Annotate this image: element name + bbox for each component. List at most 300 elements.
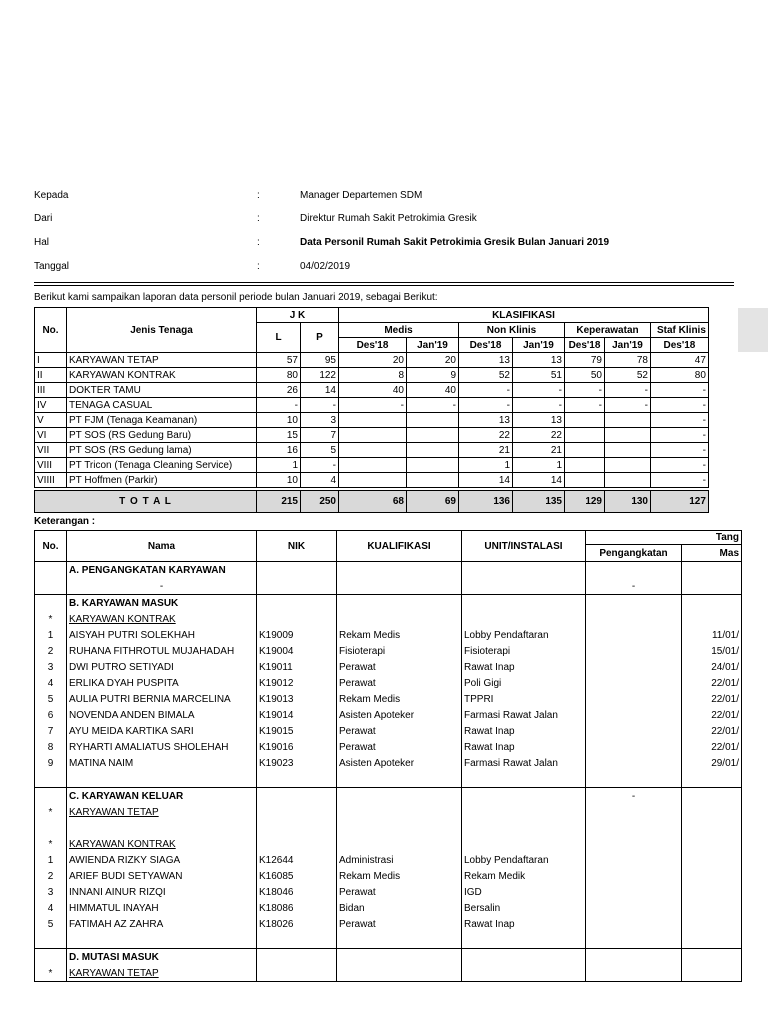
empty-cell <box>682 562 742 579</box>
item-nama: AYU MEIDA KARTIKA SARI <box>67 723 257 739</box>
empty-cell <box>35 578 67 595</box>
row-l: 26 <box>257 383 301 398</box>
empty-cell <box>682 595 742 612</box>
empty-cell <box>35 788 67 805</box>
item-nik: K19013 <box>257 691 337 707</box>
detail-row <box>35 771 742 788</box>
item-kualifikasi: Bidan <box>337 900 462 916</box>
item-nik: K19023 <box>257 755 337 771</box>
empty-cell <box>586 820 682 836</box>
row-l: 16 <box>257 443 301 458</box>
empty-cell <box>682 916 742 932</box>
row-p: 122 <box>301 368 339 383</box>
empty-cell <box>337 771 462 788</box>
header-kualifikasi: KUALIFIKASI <box>337 531 462 562</box>
colon: : <box>257 261 260 272</box>
row-no: VI <box>35 428 67 443</box>
item-no: 8 <box>35 739 67 755</box>
empty-cell <box>257 595 337 612</box>
empty-cell <box>35 949 67 966</box>
row-m-des: 40 <box>339 383 407 398</box>
empty-cell <box>586 852 682 868</box>
item-nik: K16085 <box>257 868 337 884</box>
item-tanggal: 22/01/ <box>682 675 742 691</box>
summary-table <box>34 307 709 513</box>
item-kualifikasi: Perawat <box>337 916 462 932</box>
item-nik: K18086 <box>257 900 337 916</box>
row-s-des: - <box>651 443 709 458</box>
detail-row <box>35 949 742 966</box>
item-nik: K19011 <box>257 659 337 675</box>
row-n-des: 13 <box>459 413 513 428</box>
empty-cell <box>337 562 462 579</box>
header-non-klinis: Non Klinis <box>459 323 565 338</box>
header-pengangkatan: Pengangkatan <box>586 545 682 562</box>
empty-cell <box>586 611 682 627</box>
item-kualifikasi: Rekam Medis <box>337 627 462 643</box>
header-des: Des'18 <box>651 338 709 353</box>
item-kualifikasi: Administrasi <box>337 852 462 868</box>
empty-cell <box>682 932 742 949</box>
empty-cell <box>337 595 462 612</box>
label-hal: Hal <box>34 237 50 248</box>
detail-row <box>35 643 742 659</box>
empty-cell <box>257 804 337 820</box>
detail-table <box>34 530 742 982</box>
empty-cell <box>462 771 586 788</box>
detail-row <box>35 820 742 836</box>
item-no: 4 <box>35 675 67 691</box>
detail-row <box>35 836 742 852</box>
row-p: - <box>301 398 339 413</box>
row-jenis: KARYAWAN KONTRAK <box>67 368 257 383</box>
item-tanggal: 11/01/ <box>682 627 742 643</box>
row-no: VIIII <box>35 473 67 488</box>
item-nik: K19016 <box>257 739 337 755</box>
item-nik: K18046 <box>257 884 337 900</box>
empty-cell <box>462 820 586 836</box>
detail-row <box>35 852 742 868</box>
item-nama: DWI PUTRO SETIYADI <box>67 659 257 675</box>
item-unit: Bersalin <box>462 900 586 916</box>
empty-cell <box>682 804 742 820</box>
section-c-title: C. KARYAWAN KELUAR <box>67 788 257 805</box>
label-tanggal: Tanggal <box>34 261 70 272</box>
item-unit: Rawat Inap <box>462 659 586 675</box>
item-nik: K12644 <box>257 852 337 868</box>
item-nama: ERLIKA DYAH PUSPITA <box>67 675 257 691</box>
summary-row <box>35 443 709 458</box>
section-d-title: D. MUTASI MASUK <box>67 949 257 966</box>
empty-cell <box>337 949 462 966</box>
item-no: 2 <box>35 868 67 884</box>
row-m-jan <box>407 443 459 458</box>
item-unit: Rawat Inap <box>462 739 586 755</box>
empty-cell <box>462 611 586 627</box>
detail-row <box>35 804 742 820</box>
empty-cell <box>586 562 682 579</box>
row-k-des: 79 <box>565 353 605 368</box>
empty-cell <box>462 804 586 820</box>
detail-row <box>35 723 742 739</box>
row-k-des: 50 <box>565 368 605 383</box>
value-kepada: Manager Departemen SDM <box>300 190 423 201</box>
total-nonklinis-des: 136 <box>459 491 513 513</box>
row-m-jan: 9 <box>407 368 459 383</box>
section-c-dash: - <box>586 788 682 805</box>
empty-cell <box>586 595 682 612</box>
section-a-dash: - <box>586 578 682 595</box>
empty-cell <box>682 611 742 627</box>
header-p: P <box>301 323 339 353</box>
empty-cell <box>67 932 257 949</box>
item-no: 9 <box>35 755 67 771</box>
empty-cell <box>586 659 682 675</box>
empty-cell <box>67 771 257 788</box>
empty-cell <box>462 949 586 966</box>
item-nama: AULIA PUTRI BERNIA MARCELINA <box>67 691 257 707</box>
item-unit: Rawat Inap <box>462 916 586 932</box>
divider <box>34 285 734 286</box>
row-n-jan: 22 <box>513 428 565 443</box>
empty-cell <box>462 562 586 579</box>
row-no: I <box>35 353 67 368</box>
summary-row <box>35 458 709 473</box>
row-k-des <box>565 458 605 473</box>
row-m-des: - <box>339 398 407 413</box>
empty-cell <box>257 611 337 627</box>
item-no: 5 <box>35 916 67 932</box>
total-medis-jan: 69 <box>407 491 459 513</box>
row-k-jan <box>605 473 651 488</box>
empty-cell <box>337 820 462 836</box>
row-no: III <box>35 383 67 398</box>
row-k-des: - <box>565 398 605 413</box>
item-nik: K19009 <box>257 627 337 643</box>
colon: : <box>257 237 260 248</box>
empty-cell <box>586 804 682 820</box>
row-n-des: 14 <box>459 473 513 488</box>
row-l: 57 <box>257 353 301 368</box>
row-k-des <box>565 443 605 458</box>
empty-cell <box>257 932 337 949</box>
header-jk: J K <box>257 308 339 323</box>
empty-cell <box>35 595 67 612</box>
detail-row <box>35 562 742 579</box>
label-dari: Dari <box>34 213 53 224</box>
header-medis: Medis <box>339 323 459 338</box>
detail-row <box>35 932 742 949</box>
item-kualifikasi: Perawat <box>337 723 462 739</box>
empty-cell <box>257 562 337 579</box>
empty-cell <box>586 836 682 852</box>
empty-cell <box>337 836 462 852</box>
row-s-des: 47 <box>651 353 709 368</box>
total-keperawatan-jan: 130 <box>605 491 651 513</box>
row-n-jan: 13 <box>513 413 565 428</box>
empty-cell <box>586 932 682 949</box>
total-nonklinis-jan: 135 <box>513 491 565 513</box>
summary-row <box>35 428 709 443</box>
detail-row <box>35 755 742 771</box>
item-no: 2 <box>35 643 67 659</box>
row-k-des: - <box>565 383 605 398</box>
item-kualifikasi: Perawat <box>337 884 462 900</box>
row-p: 3 <box>301 413 339 428</box>
row-no: IV <box>35 398 67 413</box>
item-unit: Rawat Inap <box>462 723 586 739</box>
empty-cell <box>682 949 742 966</box>
row-k-jan: - <box>605 383 651 398</box>
header-nik: NIK <box>257 531 337 562</box>
header-unit: UNIT/INSTALASI <box>462 531 586 562</box>
item-nik: K18026 <box>257 916 337 932</box>
item-tanggal: 15/01/ <box>682 643 742 659</box>
row-k-jan <box>605 458 651 473</box>
detail-row <box>35 788 742 805</box>
bullet-star: * <box>35 965 67 982</box>
header-des: Des'18 <box>565 338 605 353</box>
item-no: 3 <box>35 884 67 900</box>
row-k-des <box>565 413 605 428</box>
empty-cell <box>257 836 337 852</box>
item-no: 7 <box>35 723 67 739</box>
item-kualifikasi: Perawat <box>337 659 462 675</box>
row-l: 1 <box>257 458 301 473</box>
row-m-des <box>339 428 407 443</box>
row-l: 15 <box>257 428 301 443</box>
row-m-des: 20 <box>339 353 407 368</box>
item-unit: Lobby Pendaftaran <box>462 852 586 868</box>
header-no: No. <box>35 308 67 353</box>
empty-cell <box>586 916 682 932</box>
item-no: 5 <box>35 691 67 707</box>
total-medis-des: 68 <box>339 491 407 513</box>
detail-row <box>35 916 742 932</box>
value-tanggal: 04/02/2019 <box>300 261 351 272</box>
item-nama: RUHANA FITHROTUL MUJAHADAH <box>67 643 257 659</box>
item-kualifikasi: Asisten Apoteker <box>337 755 462 771</box>
value-dari: Direktur Rumah Sakit Petrokimia Gresik <box>300 213 477 224</box>
total-l: 215 <box>257 491 301 513</box>
row-jenis: PT SOS (RS Gedung lama) <box>67 443 257 458</box>
empty-cell <box>586 868 682 884</box>
row-m-jan <box>407 458 459 473</box>
detail-row <box>35 884 742 900</box>
header-jenis-tenaga: Jenis Tenaga <box>67 308 257 353</box>
empty-cell <box>586 675 682 691</box>
empty-cell <box>586 900 682 916</box>
item-unit: IGD <box>462 884 586 900</box>
row-n-jan: 51 <box>513 368 565 383</box>
empty-cell <box>682 884 742 900</box>
row-n-jan: 14 <box>513 473 565 488</box>
row-m-jan <box>407 473 459 488</box>
bullet-star: * <box>35 611 67 627</box>
detail-row <box>35 965 742 982</box>
header-staf-klinis: Staf Klinis <box>651 323 709 338</box>
empty-cell <box>257 771 337 788</box>
detail-row <box>35 627 742 643</box>
row-s-des: - <box>651 413 709 428</box>
row-k-jan <box>605 428 651 443</box>
row-n-des: - <box>459 383 513 398</box>
empty-cell <box>337 788 462 805</box>
total-staf-des: 127 <box>651 491 709 513</box>
row-m-des <box>339 473 407 488</box>
header-des: Des'18 <box>339 338 407 353</box>
item-unit: Farmasi Rawat Jalan <box>462 707 586 723</box>
item-nama: HIMMATUL INAYAH <box>67 900 257 916</box>
row-s-des: 80 <box>651 368 709 383</box>
group-tetap: KARYAWAN TETAP <box>67 965 257 982</box>
summary-row <box>35 368 709 383</box>
row-l: 80 <box>257 368 301 383</box>
empty-cell <box>462 595 586 612</box>
group-kontrak: KARYAWAN KONTRAK <box>67 611 257 627</box>
empty-cell <box>462 836 586 852</box>
item-unit: Poli Gigi <box>462 675 586 691</box>
item-unit: Farmasi Rawat Jalan <box>462 755 586 771</box>
detail-row <box>35 611 742 627</box>
item-nama: INNANI AINUR RIZQI <box>67 884 257 900</box>
row-k-jan <box>605 413 651 428</box>
item-unit: Fisioterapi <box>462 643 586 659</box>
detail-row <box>35 707 742 723</box>
header-keperawatan: Keperawatan <box>565 323 651 338</box>
row-l: - <box>257 398 301 413</box>
row-k-jan: - <box>605 398 651 413</box>
row-m-jan: 40 <box>407 383 459 398</box>
item-no: 6 <box>35 707 67 723</box>
empty-cell <box>586 707 682 723</box>
row-m-jan <box>407 428 459 443</box>
row-no: VIII <box>35 458 67 473</box>
detail-row <box>35 659 742 675</box>
row-jenis: PT Hoffmen (Parkir) <box>67 473 257 488</box>
row-m-jan: 20 <box>407 353 459 368</box>
item-kualifikasi: Fisioterapi <box>337 643 462 659</box>
empty-cell <box>682 836 742 852</box>
row-m-des <box>339 413 407 428</box>
item-tanggal: 29/01/ <box>682 755 742 771</box>
row-n-des: 21 <box>459 443 513 458</box>
item-unit: Lobby Pendaftaran <box>462 627 586 643</box>
row-n-des: 52 <box>459 368 513 383</box>
row-k-jan: 52 <box>605 368 651 383</box>
row-k-des <box>565 473 605 488</box>
row-m-des <box>339 443 407 458</box>
summary-row <box>35 473 709 488</box>
section-a-dash: - <box>67 578 257 595</box>
item-nama: AWIENDA RIZKY SIAGA <box>67 852 257 868</box>
item-no: 1 <box>35 627 67 643</box>
row-no: II <box>35 368 67 383</box>
detail-row <box>35 868 742 884</box>
detail-row <box>35 691 742 707</box>
bullet-star: * <box>35 804 67 820</box>
row-p: 7 <box>301 428 339 443</box>
side-scroll-tab[interactable] <box>738 308 768 352</box>
item-kualifikasi: Rekam Medis <box>337 691 462 707</box>
summary-row <box>35 398 709 413</box>
keterangan-label: Keterangan : <box>34 516 96 527</box>
empty-cell <box>586 755 682 771</box>
item-no: 4 <box>35 900 67 916</box>
item-nik: K19012 <box>257 675 337 691</box>
item-nama: RYHARTI AMALIATUS SHOLEHAH <box>67 739 257 755</box>
empty-cell <box>586 723 682 739</box>
detail-row <box>35 900 742 916</box>
detail-row <box>35 739 742 755</box>
row-s-des: - <box>651 383 709 398</box>
row-n-jan: - <box>513 398 565 413</box>
item-tanggal: 22/01/ <box>682 739 742 755</box>
empty-cell <box>462 932 586 949</box>
summary-row <box>35 353 709 368</box>
total-p: 250 <box>301 491 339 513</box>
empty-cell <box>337 804 462 820</box>
row-p: 14 <box>301 383 339 398</box>
row-jenis: TENAGA CASUAL <box>67 398 257 413</box>
empty-cell <box>337 965 462 982</box>
empty-cell <box>586 965 682 982</box>
total-keperawatan-des: 129 <box>565 491 605 513</box>
empty-cell <box>257 788 337 805</box>
row-l: 10 <box>257 413 301 428</box>
row-jenis: DOKTER TAMU <box>67 383 257 398</box>
row-n-des: - <box>459 398 513 413</box>
row-s-des: - <box>651 428 709 443</box>
group-kontrak: KARYAWAN KONTRAK <box>67 836 257 852</box>
empty-cell <box>682 852 742 868</box>
empty-cell <box>35 771 67 788</box>
item-kualifikasi: Perawat <box>337 739 462 755</box>
row-n-jan: 21 <box>513 443 565 458</box>
row-n-jan: 13 <box>513 353 565 368</box>
item-kualifikasi: Asisten Apoteker <box>337 707 462 723</box>
empty-cell <box>586 884 682 900</box>
item-tanggal: 24/01/ <box>682 659 742 675</box>
empty-cell <box>462 788 586 805</box>
row-n-des: 13 <box>459 353 513 368</box>
section-a-title: A. PENGANGKATAN KARYAWAN <box>67 562 257 579</box>
row-k-jan: 78 <box>605 353 651 368</box>
empty-cell <box>682 868 742 884</box>
empty-cell <box>586 771 682 788</box>
empty-cell <box>682 900 742 916</box>
row-n-jan: 1 <box>513 458 565 473</box>
empty-cell <box>257 578 337 595</box>
empty-cell <box>337 932 462 949</box>
header-jan: Jan'19 <box>407 338 459 353</box>
value-hal: Data Personil Rumah Sakit Petrokimia Gresik Bulan Januari 2019 <box>300 237 610 248</box>
row-m-des: 8 <box>339 368 407 383</box>
header-des: Des'18 <box>459 338 513 353</box>
row-p: - <box>301 458 339 473</box>
empty-cell <box>586 627 682 643</box>
row-l: 10 <box>257 473 301 488</box>
header-masuk: Mas <box>682 545 742 562</box>
detail-row <box>35 675 742 691</box>
total-label: T O T A L <box>35 491 257 513</box>
row-p: 95 <box>301 353 339 368</box>
empty-cell <box>462 965 586 982</box>
empty-cell <box>337 578 462 595</box>
empty-cell <box>586 949 682 966</box>
row-jenis: KARYAWAN TETAP <box>67 353 257 368</box>
section-b-title: B. KARYAWAN MASUK <box>67 595 257 612</box>
